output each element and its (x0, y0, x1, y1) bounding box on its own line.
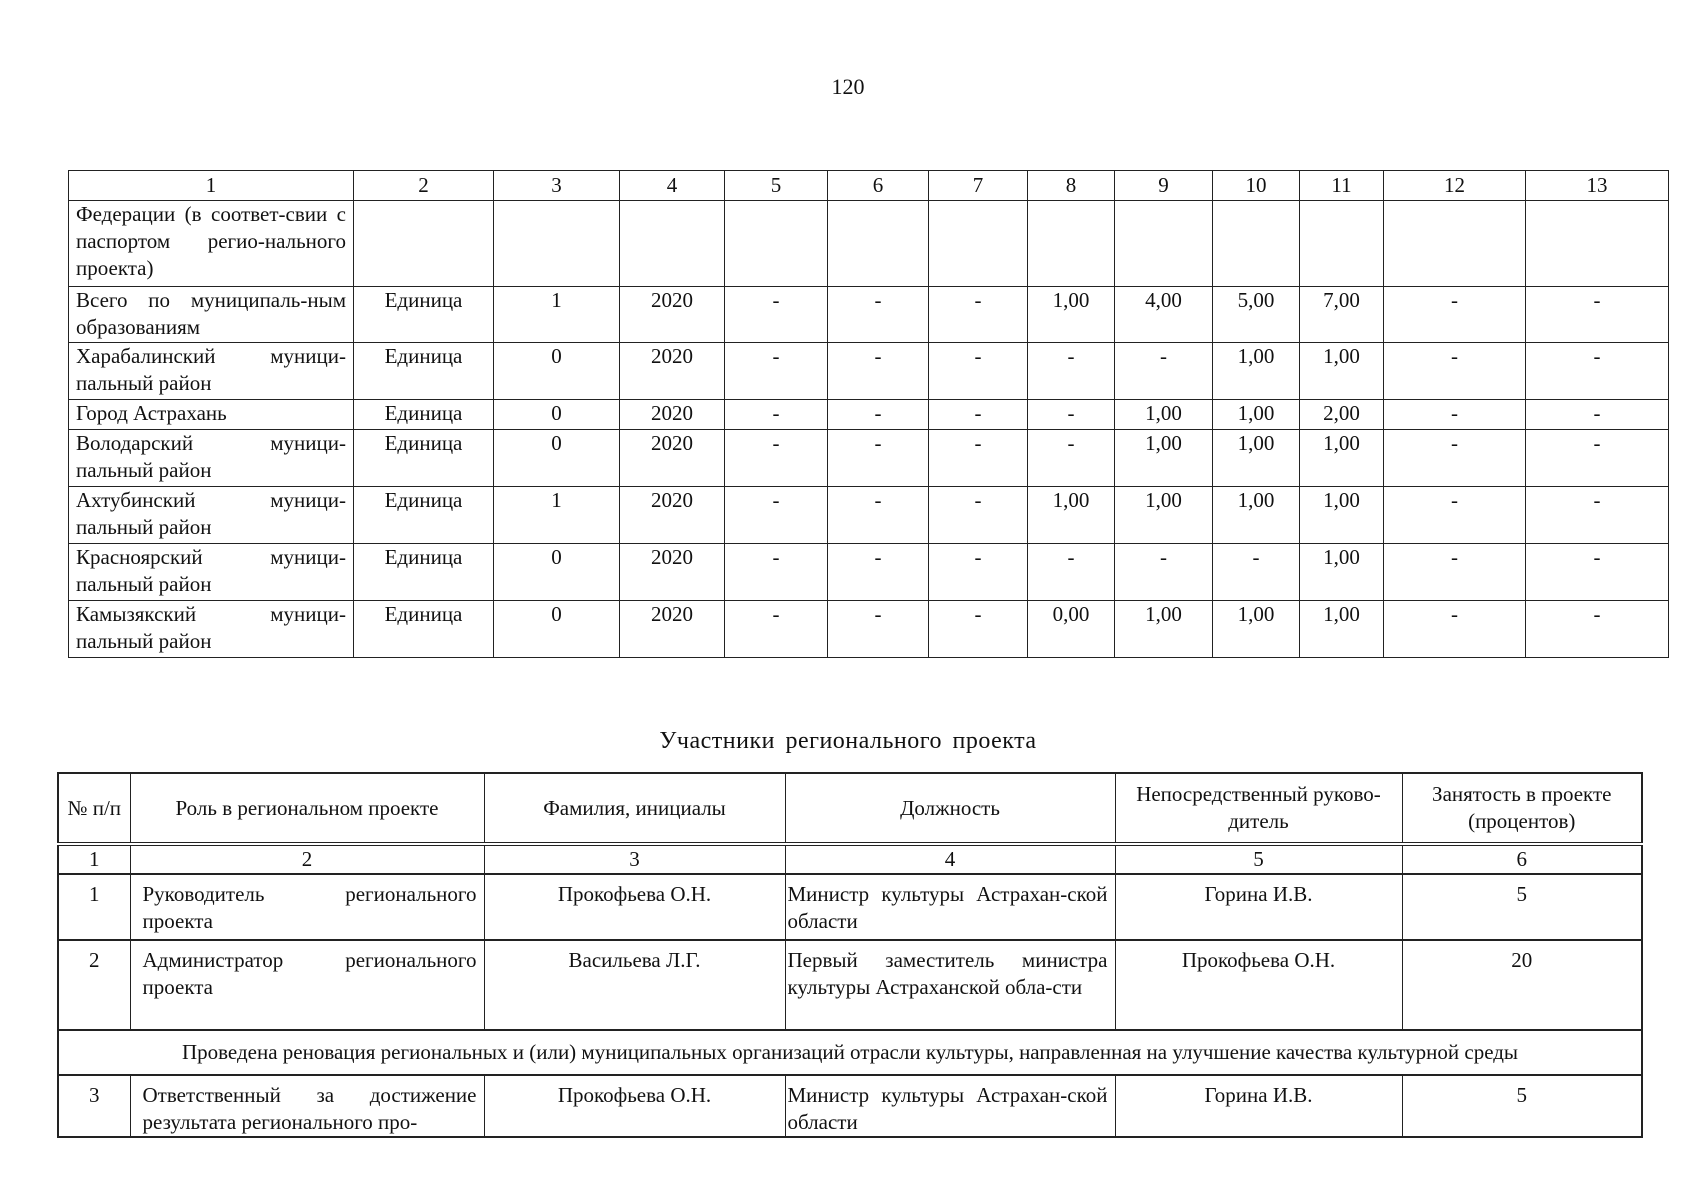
column-number: 3 (484, 844, 785, 874)
table-row (69, 544, 1669, 601)
value-cell: 0,00 (1028, 601, 1115, 658)
manager-cell: Прокофьева О.Н. (1115, 940, 1402, 1030)
value-cell: - (1526, 430, 1669, 487)
value-cell: - (1028, 343, 1115, 400)
value-cell: - (1028, 544, 1115, 601)
value-cell: 5,00 (1213, 287, 1300, 343)
value-cell: 7,00 (1300, 287, 1384, 343)
unit-cell: Единица (354, 430, 494, 487)
table-row (69, 287, 1669, 343)
value-cell: - (1526, 287, 1669, 343)
column-number: 2 (130, 844, 484, 874)
row-number: 3 (58, 1075, 130, 1137)
value-cell: 0 (494, 400, 620, 430)
table-row (69, 430, 1669, 487)
row-name: Красноярский муници-пальный район (69, 544, 354, 601)
value-cell: - (828, 487, 929, 544)
value-cell: - (725, 343, 828, 400)
participants-title: Участники регионального проекта (659, 728, 1037, 754)
value-cell: - (828, 343, 929, 400)
row-name: Володарский муници-пальный район (69, 430, 354, 487)
column-number: 1 (58, 844, 130, 874)
column-header: Роль в региональном проекте (130, 773, 484, 844)
role-cell: Руководитель регионального проекта (130, 874, 484, 940)
table-row (58, 1075, 1642, 1137)
value-cell: - (725, 430, 828, 487)
indicators-table (68, 170, 1669, 658)
value-cell: - (828, 430, 929, 487)
row-name: Город Астрахань (69, 400, 354, 430)
position-cell: Первый заместитель министра культуры Астраханской обла-сти (785, 940, 1115, 1030)
column-number: 6 (1402, 844, 1642, 874)
value-cell: - (1384, 544, 1526, 601)
value-cell: 1,00 (1300, 544, 1384, 601)
table-header-row (58, 773, 1642, 844)
value-cell: - (1526, 544, 1669, 601)
value-cell: 2,00 (1300, 400, 1384, 430)
value-cell: - (929, 287, 1028, 343)
value-cell: 1,00 (1028, 487, 1115, 544)
value-cell: 0 (494, 544, 620, 601)
value-cell: 2020 (620, 430, 725, 487)
value-cell: 2020 (620, 544, 725, 601)
row-name: Всего по муниципаль-ным образованиям (69, 287, 354, 343)
share-cell: 5 (1402, 1075, 1642, 1137)
manager-cell: Горина И.В. (1115, 1075, 1402, 1137)
value-cell: - (1028, 430, 1115, 487)
column-number: 8 (1028, 171, 1115, 201)
row-number: 1 (58, 874, 130, 940)
value-cell: - (828, 544, 929, 601)
section-row (58, 1030, 1642, 1075)
value-cell: - (929, 400, 1028, 430)
value-cell: - (929, 430, 1028, 487)
column-number: 10 (1213, 171, 1300, 201)
table-row (69, 601, 1669, 658)
value-cell: 2020 (620, 601, 725, 658)
value-cell: 1,00 (1115, 400, 1213, 430)
share-cell: 20 (1402, 940, 1642, 1030)
value-cell: 2020 (620, 400, 725, 430)
table-row (69, 201, 1669, 287)
role-cell: Администратор регионального проекта (130, 940, 484, 1030)
value-cell: - (828, 601, 929, 658)
column-number: 9 (1115, 171, 1213, 201)
value-cell: 1,00 (1300, 430, 1384, 487)
value-cell: 1,00 (1300, 343, 1384, 400)
column-number: 2 (354, 171, 494, 201)
value-cell: 1,00 (1213, 343, 1300, 400)
table-row (69, 343, 1669, 400)
share-cell: 5 (1402, 874, 1642, 940)
table-row (58, 874, 1642, 940)
value-cell: - (828, 287, 929, 343)
table-row (69, 400, 1669, 430)
row-name: Камызякский муници-пальный район (69, 601, 354, 658)
column-number: 13 (1526, 171, 1669, 201)
column-number: 4 (620, 171, 725, 201)
value-cell: - (929, 343, 1028, 400)
value-cell: 0 (494, 343, 620, 400)
value-cell: 2020 (620, 287, 725, 343)
value-cell: - (725, 601, 828, 658)
section-title: Проведена реновация региональных и (или) муниципальных организаций отрасли культуры, направленная на улучшение качества культурной среды (58, 1030, 1642, 1075)
position-cell: Министр культуры Астрахан-ской области (785, 1075, 1115, 1137)
column-number: 6 (828, 171, 929, 201)
name-cell: Прокофьева О.Н. (484, 874, 785, 940)
value-cell: - (1526, 400, 1669, 430)
position-cell: Министр культуры Астрахан-ской области (785, 874, 1115, 940)
value-cell: - (929, 544, 1028, 601)
name-cell: Прокофьева О.Н. (484, 1075, 785, 1137)
value-cell: 4,00 (1115, 287, 1213, 343)
value-cell: 1 (494, 487, 620, 544)
value-cell: - (1384, 343, 1526, 400)
value-cell: - (1384, 430, 1526, 487)
value-cell: - (929, 601, 1028, 658)
unit-cell: Единица (354, 487, 494, 544)
value-cell: - (1213, 544, 1300, 601)
value-cell: - (929, 487, 1028, 544)
value-cell: - (1384, 601, 1526, 658)
value-cell: 2020 (620, 487, 725, 544)
value-cell: - (1028, 400, 1115, 430)
value-cell: - (1384, 287, 1526, 343)
table-row (58, 940, 1642, 1030)
value-cell: 1,00 (1028, 287, 1115, 343)
column-header: № п/п (58, 773, 130, 844)
column-header: Фамилия, инициалы (484, 773, 785, 844)
value-cell: - (1526, 601, 1669, 658)
column-number: 7 (929, 171, 1028, 201)
value-cell: - (1384, 487, 1526, 544)
column-header: Непосредственный руково-дитель (1115, 773, 1402, 844)
unit-cell: Единица (354, 287, 494, 343)
role-cell: Ответственный за достижение результата регионального про- (130, 1075, 484, 1137)
value-cell: 0 (494, 430, 620, 487)
value-cell: 0 (494, 601, 620, 658)
value-cell: - (1526, 487, 1669, 544)
column-header: Должность (785, 773, 1115, 844)
value-cell: 1,00 (1115, 601, 1213, 658)
value-cell: 1 (494, 287, 620, 343)
column-number: 4 (785, 844, 1115, 874)
value-cell: - (828, 400, 929, 430)
value-cell: 1,00 (1213, 601, 1300, 658)
value-cell: - (1384, 400, 1526, 430)
value-cell: - (725, 287, 828, 343)
column-number: 12 (1384, 171, 1526, 201)
row-name: Ахтубинский муници-пальный район (69, 487, 354, 544)
column-number: 5 (1115, 844, 1402, 874)
value-cell: - (1115, 544, 1213, 601)
row-number: 2 (58, 940, 130, 1030)
value-cell: 2020 (620, 343, 725, 400)
unit-cell: Единица (354, 400, 494, 430)
row-name: Федерации (в соответ-свии с паспортом регио-нального проекта) (69, 201, 354, 287)
column-header: Занятость в проекте (процентов) (1402, 773, 1642, 844)
value-cell: - (1115, 343, 1213, 400)
value-cell: 1,00 (1300, 487, 1384, 544)
value-cell: - (1526, 343, 1669, 400)
column-number: 1 (69, 171, 354, 201)
manager-cell: Горина И.В. (1115, 874, 1402, 940)
value-cell: 1,00 (1213, 487, 1300, 544)
table-header-row (69, 171, 1669, 201)
page-number: 120 (831, 74, 865, 99)
value-cell: 1,00 (1300, 601, 1384, 658)
value-cell: - (725, 400, 828, 430)
table-row (69, 487, 1669, 544)
value-cell: 1,00 (1213, 430, 1300, 487)
participants-table (57, 772, 1643, 1138)
column-number: 11 (1300, 171, 1384, 201)
value-cell: 1,00 (1115, 487, 1213, 544)
value-cell: - (725, 487, 828, 544)
value-cell: 1,00 (1213, 400, 1300, 430)
unit-cell: Единица (354, 343, 494, 400)
column-number: 3 (494, 171, 620, 201)
name-cell: Васильева Л.Г. (484, 940, 785, 1030)
row-name: Харабалинский муници-пальный район (69, 343, 354, 400)
value-cell: 1,00 (1115, 430, 1213, 487)
unit-cell: Единица (354, 544, 494, 601)
value-cell: - (725, 544, 828, 601)
column-number: 5 (725, 171, 828, 201)
column-number-row (58, 844, 1642, 874)
unit-cell: Единица (354, 601, 494, 658)
